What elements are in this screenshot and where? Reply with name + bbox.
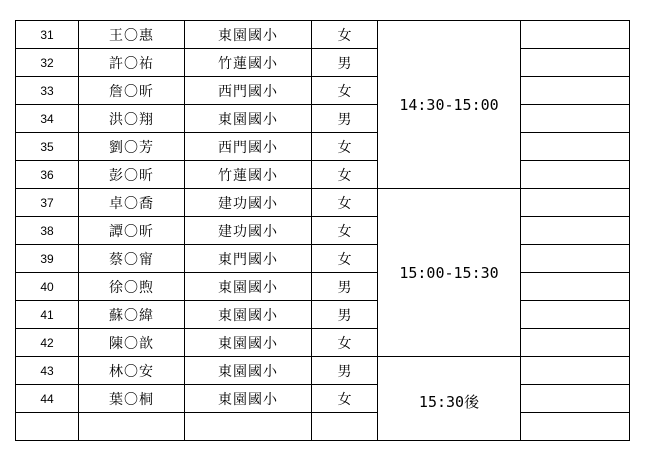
- student-name: 蔡〇甯: [79, 245, 185, 273]
- gender: 男: [312, 301, 378, 329]
- row-number: 31: [16, 21, 79, 49]
- table-row: [16, 77, 630, 105]
- gender: 男: [312, 273, 378, 301]
- school-name: 東門國小: [185, 245, 312, 273]
- note-cell: [521, 357, 630, 385]
- school-name: 東園國小: [185, 357, 312, 385]
- table-row: [16, 49, 630, 77]
- note-cell: [521, 161, 630, 189]
- student-name: 陳〇歆: [79, 329, 185, 357]
- note-cell: [521, 189, 630, 217]
- row-number: 34: [16, 105, 79, 133]
- note-cell: [521, 77, 630, 105]
- row-number: 33: [16, 77, 79, 105]
- row-number: [16, 413, 79, 441]
- table-row: [16, 105, 630, 133]
- student-name: 洪〇翔: [79, 105, 185, 133]
- row-number: 40: [16, 273, 79, 301]
- row-number: 35: [16, 133, 79, 161]
- row-number: 38: [16, 217, 79, 245]
- row-number: 37: [16, 189, 79, 217]
- time-slot: 14:30-15:00: [378, 21, 521, 189]
- student-name: 彭〇昕: [79, 161, 185, 189]
- student-name: [79, 413, 185, 441]
- gender: 女: [312, 189, 378, 217]
- note-cell: [521, 21, 630, 49]
- school-name: [185, 413, 312, 441]
- student-name: 劉〇芳: [79, 133, 185, 161]
- student-name: 徐〇煦: [79, 273, 185, 301]
- row-number: 39: [16, 245, 79, 273]
- note-cell: [521, 329, 630, 357]
- table-row: [16, 357, 630, 385]
- note-cell: [521, 245, 630, 273]
- student-name: 蘇〇緯: [79, 301, 185, 329]
- table-row: [16, 301, 630, 329]
- school-name: 東園國小: [185, 105, 312, 133]
- table-row: [16, 133, 630, 161]
- school-name: 東園國小: [185, 301, 312, 329]
- note-cell: [521, 385, 630, 413]
- gender: 女: [312, 245, 378, 273]
- note-cell: [521, 217, 630, 245]
- school-name: 東園國小: [185, 385, 312, 413]
- gender: 女: [312, 133, 378, 161]
- gender: 女: [312, 77, 378, 105]
- student-name: 許〇祐: [79, 49, 185, 77]
- school-name: 建功國小: [185, 189, 312, 217]
- gender: 男: [312, 105, 378, 133]
- student-name: 譚〇昕: [79, 217, 185, 245]
- gender: 女: [312, 385, 378, 413]
- school-name: 東園國小: [185, 21, 312, 49]
- gender: 女: [312, 161, 378, 189]
- row-number: 36: [16, 161, 79, 189]
- school-name: 竹蓮國小: [185, 161, 312, 189]
- table-row: [16, 245, 630, 273]
- note-cell: [521, 273, 630, 301]
- student-name: 林〇安: [79, 357, 185, 385]
- row-number: 44: [16, 385, 79, 413]
- note-cell: [521, 133, 630, 161]
- school-name: 西門國小: [185, 133, 312, 161]
- school-name: 竹蓮國小: [185, 49, 312, 77]
- note-cell: [521, 105, 630, 133]
- gender: 女: [312, 21, 378, 49]
- student-name: 詹〇昕: [79, 77, 185, 105]
- table-row: [16, 329, 630, 357]
- time-slot: [378, 357, 521, 441]
- row-number: 43: [16, 357, 79, 385]
- note-cell: [521, 301, 630, 329]
- table-row: [16, 217, 630, 245]
- table-row: [16, 273, 630, 301]
- school-name: 建功國小: [185, 217, 312, 245]
- gender: 女: [312, 329, 378, 357]
- student-schedule-table: [15, 20, 630, 441]
- table-row: [16, 21, 630, 49]
- gender: 男: [312, 357, 378, 385]
- table-row: [16, 189, 630, 217]
- student-name: 葉〇桐: [79, 385, 185, 413]
- note-cell: [521, 49, 630, 77]
- table-row: [16, 385, 630, 413]
- student-name: 卓〇喬: [79, 189, 185, 217]
- gender: 女: [312, 217, 378, 245]
- table-row: [16, 413, 630, 441]
- note-cell: [521, 413, 630, 441]
- gender: [312, 413, 378, 441]
- school-name: 東園國小: [185, 329, 312, 357]
- row-number: 32: [16, 49, 79, 77]
- time-slot: 15:00-15:30: [378, 189, 521, 357]
- table-row: [16, 161, 630, 189]
- gender: 男: [312, 49, 378, 77]
- row-number: 41: [16, 301, 79, 329]
- school-name: 西門國小: [185, 77, 312, 105]
- school-name: 東園國小: [185, 273, 312, 301]
- time-slot-label: 15:30後: [418, 393, 480, 411]
- row-number: 42: [16, 329, 79, 357]
- student-name: 王〇惠: [79, 21, 185, 49]
